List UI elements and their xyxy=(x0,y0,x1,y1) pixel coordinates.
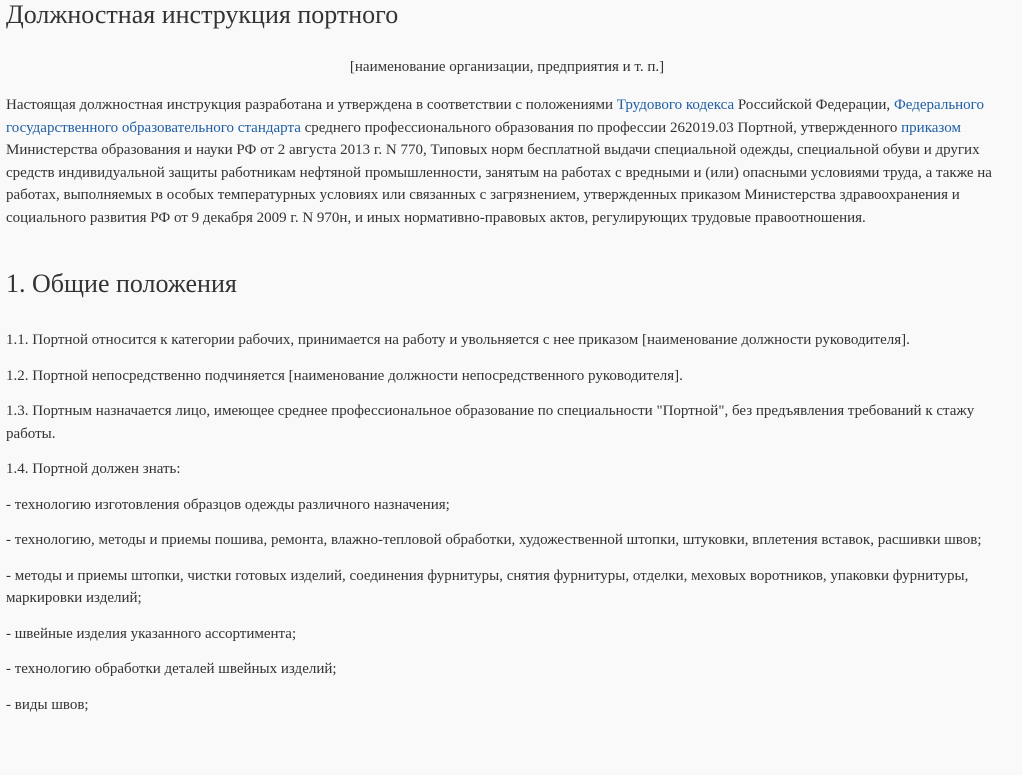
list-item: - виды швов; xyxy=(6,696,89,713)
order-link[interactable]: приказом xyxy=(901,119,961,136)
list-item: - методы и приемы штопки, чистки готовых изделий, соединения фурнитуры, снятия фурнитуры, отделки, меховых воротников, упаковки фурнитуры, маркировки изделий; xyxy=(6,567,969,606)
education-standard-link[interactable]: Федерального государственного образовательного стандарта xyxy=(6,97,984,136)
clause-1-1: 1.1. Портной относится к категории рабочих, принимается на работу и увольняется с нее приказом [наименование должности руководителя]. xyxy=(6,332,910,348)
list-item: - технологию изготовления образцов одежды различного назначения; xyxy=(6,496,450,513)
section-title-general: 1. Общие положения xyxy=(6,269,237,298)
intro-text-2: Российской Федерации, xyxy=(734,97,894,113)
list-item: - технологию обработки деталей швейных изделий; xyxy=(6,661,337,677)
labor-code-link[interactable]: Трудового кодекса xyxy=(616,97,735,113)
list-item: - технологию, методы и приемы пошива, ремонта, влажно-тепловой обработки, художественной штопки, штуковки, вплетения вставок, расшивки швов; xyxy=(6,532,982,548)
intro-text-1: Настоящая должностная инструкция разработана и утверждена в соответствии с положениями xyxy=(6,97,617,113)
clause-1-2: 1.2. Портной непосредственно подчиняется [наименование должности непосредственного руководителя]. xyxy=(6,367,683,384)
page-title: Должностная инструкция портного xyxy=(6,0,399,29)
intro-text-4: Министерства образования и науки РФ от 2 августа 2013 г. N 770, Типовых норм бесплатной выдачи специальной одежды, специальной обуви и других средств индивидуальной защиты работникам нефтяной промышленности, занятым на работах с вредными и (или) опасными условиями труда, а также на работах, выполняемых в особых температурных условиях или связанных с загрязнением, утвержденных приказом Министерства здравоохранения и социального развития РФ от 9 декабря 2009 г. N 970н, и иных нормативно-правовых актов, регулирующих трудовые правоотношения. xyxy=(6,142,992,226)
clause-1-3: 1.3. Портным назначается лицо, имеющее среднее профессиональное образование по специальности "Портной", без предъявления требований к стажу работы. xyxy=(6,403,975,442)
organization-placeholder: [наименование организации, предприятия и т. п.] xyxy=(349,59,665,75)
list-item: - швейные изделия указанного ассортимента; xyxy=(6,625,297,642)
clause-1-4: 1.4. Портной должен знать: xyxy=(6,461,181,477)
intro-text-3: среднего профессионального образования по профессии 262019.03 Портной, утвержденного xyxy=(300,119,902,136)
intro-paragraph xyxy=(6,94,1008,229)
